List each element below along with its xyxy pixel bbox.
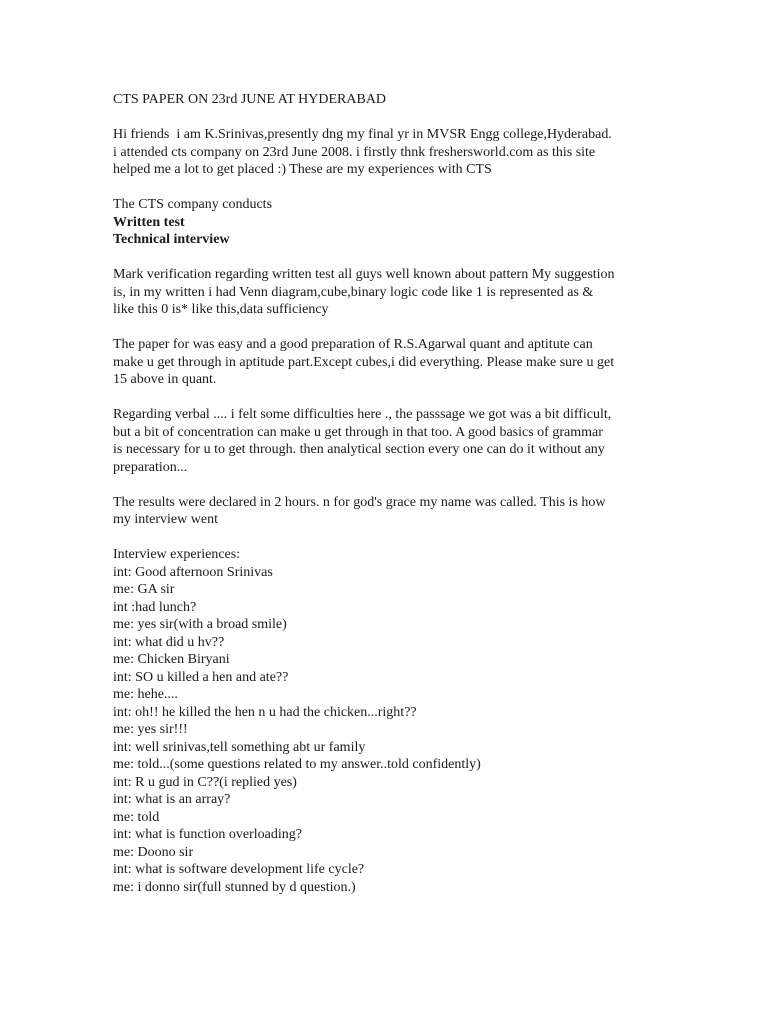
- dialog-line: me: GA sir: [113, 582, 175, 597]
- intro-paragraph: [113, 126, 658, 179]
- mark-verification-paragraph: [113, 266, 658, 319]
- intro-line: i attended cts company on 23rd June 2008. i firstly thnk freshersworld.com as this site: [113, 144, 596, 160]
- round-technical-interview: Technical interview: [113, 232, 230, 247]
- round-written-test: Written test: [113, 214, 185, 230]
- intro-line: helped me a lot to get placed :) These are my experiences with CTS: [113, 162, 492, 177]
- dialog-line: me: yes sir(with a broad smile): [113, 617, 287, 632]
- mark-verification-line: Mark verification regarding written test all guys well known about pattern My suggestion: [113, 267, 615, 282]
- document-body: [113, 91, 658, 914]
- verbal-line: is necessary for u to get through. then analytical section every one can do it without any: [113, 442, 605, 457]
- dialog-line: me: Doono sir: [113, 844, 194, 860]
- interview-heading: Interview experiences:: [113, 547, 241, 562]
- dialog-line: int: well srinivas,tell something abt ur family: [113, 739, 366, 755]
- paper-line: 15 above in quant.: [113, 372, 217, 387]
- dialog-line: me: Chicken Biryani: [113, 652, 230, 667]
- dialog-line: me: hehe....: [113, 687, 178, 702]
- dialog-line: int: what is function overloading?: [113, 827, 302, 842]
- dialog-line: me: told...(some questions related to my answer..told confidently): [113, 757, 481, 772]
- paper-paragraph: [113, 336, 658, 389]
- conducts-text: The CTS company conducts: [113, 197, 273, 212]
- verbal-line: but a bit of concentration can make u get through in that too. A good basics of grammar: [113, 424, 603, 440]
- dialog-line: me: i donno sir(full stunned by d question.): [113, 879, 356, 895]
- document-title: [113, 91, 658, 109]
- dialog-line: int: what did u hv??: [113, 634, 225, 650]
- dialog-line: me: yes sir!!!: [113, 722, 188, 737]
- interview-section: [113, 546, 658, 896]
- results-paragraph: [113, 494, 658, 529]
- mark-verification-line: like this 0 is* like this,data sufficiency: [113, 302, 329, 317]
- paper-line: The paper for was easy and a good preparation of R.S.Agarwal quant and aptitute can: [113, 337, 593, 352]
- dialog-line: int: what is software development life cycle?: [113, 862, 365, 877]
- results-line: The results were declared in 2 hours. n for god's grace my name was called. This is how: [113, 494, 606, 510]
- dialog-line: int :had lunch?: [113, 599, 197, 615]
- dialog-line: int: SO u killed a hen and ate??: [113, 669, 289, 685]
- results-line: my interview went: [113, 512, 218, 527]
- intro-line: Hi friends i am K.Srinivas,presently dng my final yr in MVSR Engg college,Hyderabad.: [113, 127, 612, 142]
- dialog-line: int: R u gud in C??(i replied yes): [113, 774, 297, 790]
- conducts-paragraph: [113, 196, 658, 249]
- verbal-line: Regarding verbal .... i felt some difficulties here ., the passsage we got was a bit difficult,: [113, 407, 612, 422]
- paper-line: make u get through in aptitude part.Except cubes,i did everything. Please make sure u get: [113, 354, 615, 370]
- dialog-line: int: oh!! he killed the hen n u had the chicken...right??: [113, 704, 417, 720]
- dialog-line: int: Good afternoon Srinivas: [113, 564, 273, 580]
- dialog-line: me: told: [113, 809, 160, 825]
- verbal-line: preparation...: [113, 459, 188, 475]
- dialog-line: int: what is an array?: [113, 792, 231, 807]
- title-line: CTS PAPER ON 23rd JUNE AT HYDERABAD: [113, 92, 387, 107]
- verbal-paragraph: [113, 406, 658, 476]
- mark-verification-line: is, in my written i had Venn diagram,cube,binary logic code like 1 is represented as &: [113, 284, 594, 300]
